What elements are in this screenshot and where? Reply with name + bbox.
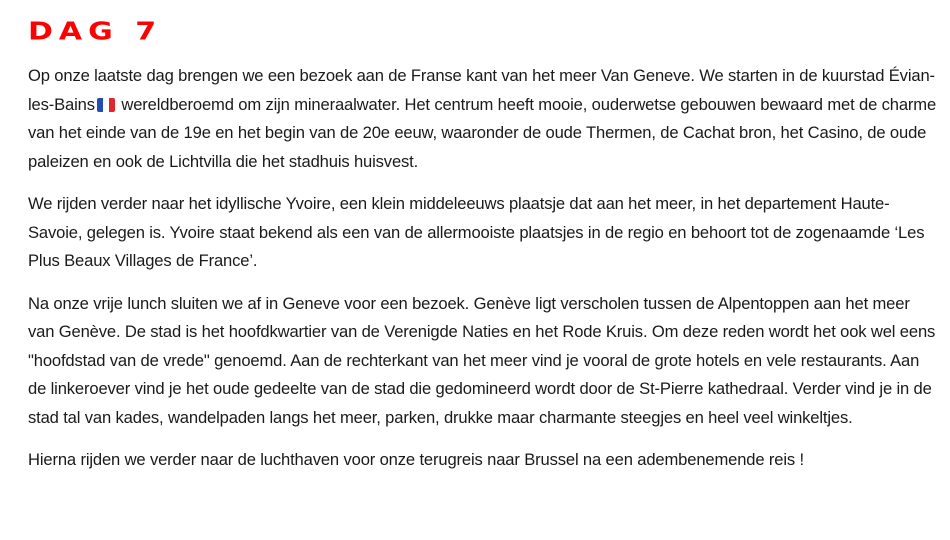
france-flag-icon — [97, 98, 115, 112]
flag-stripe-red — [109, 98, 115, 112]
paragraph-return-trip: Hierna rijden we verder naar de luchthaven voor onze terugreis naar Brussel na een adembenemende reis ! — [28, 450, 804, 469]
paragraph-geneve: Na onze vrije lunch sluiten we af in Geneve voor een bezoek. Genève ligt verscholen tussen de Alpentoppen aan het meer van Genève. De stad is het hoofdkwartier van de Verenigde Naties en het Rode Kruis. Om deze reden wordt het ook wel eens "hoofdstad van de vrede" genoemd. Aan de rechterkant van het meer vind je vooral de grote hotels en vele restaurants. Aan de linkeroever vind je het oude gedeelte van de stad die gedomineerd wordt door de St-Pierre kathedraal. Verder vind je in de stad tal van kades, wandelpaden langs het meer, parken, drukke maar charmante steegjes en heel veel winkeltjes. — [28, 293, 936, 427]
paragraph-evian-text-start: Op onze laatste dag brengen we een bezoek aan de Franse kant van het meer Van Geneve. We starten in de kuurstad Évian-les-Bains — [28, 66, 935, 114]
paragraph-yvoire: We rijden verder naar het idyllische Yvoire, een klein middeleeuws plaatsje dat aan het meer, in het departement Haute-Savoie, gelegen is. Yvoire staat bekend als een van de allermooiste plaatsjes in de regio en behoort tot de zogenaamde ‘Les Plus Beaux Villages de France’. — [28, 194, 925, 270]
paragraph-evian — [28, 62, 940, 176]
paragraph-evian-text-end: wereldberoemd om zijn mineraalwater. Het centrum heeft mooie, ouderwetse gebouwen bewaard met de charme van het einde van de 19e en het begin van de 20e eeuw, waaronder de oude Thermen, de Cachat bron, het Casino, de oude paleizen en ook de Lichtvilla die het stadhuis huisvest. — [28, 94, 937, 171]
itinerary-day-section — [28, 18, 940, 489]
day-title: DAG 7 — [28, 17, 163, 46]
